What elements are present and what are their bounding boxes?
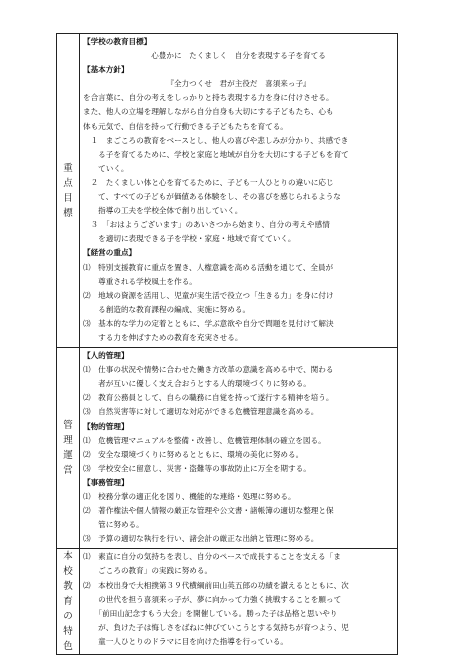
- focus-goals-row: [57, 34, 397, 347]
- school-goal-heading: 【学校の教育目標】: [83, 37, 152, 46]
- management-focus-line: 尊重される学校風土を作る。: [83, 276, 197, 286]
- feature-line: が、負けた子は悔しさをばねに伸びていこうとする気持ちが育つよう、児: [83, 622, 349, 632]
- label-char: 重: [63, 162, 73, 174]
- focus-goals-label: [57, 34, 80, 347]
- management-focus-line: する力を伸ばすための教育を充実させる。: [83, 332, 243, 342]
- school-features-label: [57, 549, 80, 654]
- label-char: 運: [63, 450, 73, 462]
- management-focus-heading: 【経営の重点】: [83, 248, 137, 258]
- management-focus-line: る創造的な教育課程の編成、実施に努める。: [83, 304, 251, 314]
- label-char: 目: [63, 192, 73, 204]
- school-features-row: [57, 548, 397, 654]
- policy-line: 体も元気で、自信を持って行動できる子どもたちを育てる。: [83, 121, 288, 131]
- office-management-line: ⑶ 予算の適切な執行を行い、諸会計の厳正な出納と管理に努める。: [83, 534, 319, 544]
- basic-policy-heading: 【基本方針】: [83, 65, 129, 75]
- feature-line: 童一人ひとりのドラマに目を向けた指導を行っている。: [83, 636, 289, 646]
- office-management-heading: 【事務管理】: [83, 477, 129, 487]
- physical-management-heading: 【物的管理】: [83, 421, 129, 431]
- label-char: 営: [63, 465, 73, 477]
- management-row: [57, 347, 397, 548]
- label-char: 点: [63, 177, 73, 189]
- office-management-line: ⑵ 著作権法や個人情報の厳正な管理や公文書・諸帳簿の適切な整理と保: [83, 506, 334, 516]
- feature-line: 「前田山記念すもう大会」を開催している。勝った子は品格と思いやり: [83, 608, 338, 618]
- policy-line: ３ 「おはようございます」のあいさつから始まり、自分の考えや感情: [83, 220, 330, 230]
- policy-line: ていく。: [83, 163, 129, 173]
- education-policy-table: [56, 33, 398, 655]
- policy-line: 指導の工夫を学校全体で創り出していく。: [83, 206, 243, 216]
- label-char: の: [63, 611, 73, 623]
- school-goal-text: 心豊かに たくましく 自分を表現する子を育てる: [151, 51, 326, 61]
- feature-line: ⑵ 本校出身で大相撲第３９代横綱前田山英五郎の功績を讃えるとともに、次: [83, 580, 349, 590]
- office-management-line: 管に努める。: [83, 520, 144, 530]
- label-char: 校: [63, 566, 73, 578]
- office-management-line: ⑴ 校務分掌の適正化を図り、機能的な連絡・処理に努める。: [83, 492, 296, 501]
- label-char: 育: [63, 596, 73, 608]
- policy-line: て、すべての子どもが価値ある体験をし、その喜びを感じられるような: [83, 192, 341, 202]
- human-management-line: 者が互いに優しく支え合おうとする人的環境づくりに努める。: [83, 379, 311, 389]
- human-management-line: ⑶ 自然災害等に対して適切な対応ができる危機管理意識を高める。: [83, 407, 319, 417]
- label-char: 標: [63, 207, 73, 219]
- label-char: 色: [63, 641, 73, 653]
- policy-line: る子を育てるために、学校と家庭と地域が自分を大切にする子どもを育て: [83, 149, 349, 159]
- label-char: 特: [63, 626, 73, 638]
- policy-line: １ まごころの教育をベースとし、他人の喜びや悲しみが分かり、共感でき: [83, 135, 349, 145]
- label-char: 理: [63, 435, 73, 447]
- label-char: 管: [63, 420, 73, 432]
- policy-line: を合言葉に、自分の考えをしっかりと持ち表現する力を身に付けさせる。: [83, 93, 334, 103]
- management-focus-line: ⑴ 特別支援教育に重点を置き、人権意識を高める活動を通じて、全員が: [83, 262, 334, 272]
- human-management-line: ⑴ 仕事の状況や情勢に合わせた働き方改革の意識を高める中で、関わる: [83, 365, 334, 375]
- label-char: 教: [63, 581, 73, 593]
- management-label: [57, 348, 80, 548]
- physical-management-line: ⑵ 安全な環境づくりに努めるとともに、環境の美化に努める。: [83, 449, 304, 459]
- label-char: 本: [63, 551, 73, 563]
- policy-line: ２ たくましい体と心を育てるために、子ども一人ひとりの違いに応じ: [83, 177, 334, 187]
- human-management-heading: 【人的管理】: [83, 351, 129, 361]
- feature-line: ごころの教育」の実践に努める。: [83, 566, 213, 576]
- policy-line: また、他人の立場を理解しながら自分自身も大切にする子どもたち、心も: [83, 107, 334, 117]
- physical-management-line: ⑶ 学校安全に留意し、災害・盗難等の事故防止に万全を期する。: [83, 463, 311, 473]
- school-motto: 『全力つくせ 君が主役だ 喜須来っ子』: [166, 79, 311, 89]
- management-focus-line: ⑵ 地域の資源を活用し、児童が実生活で役立つ「生きる力」を身に付け: [83, 290, 334, 300]
- human-management-line: ⑵ 教育公務員として、自らの職務に自覚を持って遂行する精神を培う。: [83, 393, 334, 403]
- policy-line: を適切に表現できる子を学校・家庭・地域で育てていく。: [83, 234, 296, 244]
- feature-line: ⑴ 素直に自分の気持ちを表し、自分のペースで成長することを支える「ま: [83, 552, 341, 562]
- feature-line: の世代を担う喜須来っ子が、夢に向かって力強く挑戦することを願って: [83, 594, 342, 604]
- management-focus-line: ⑶ 基本的な学力の定着とともに、学ぶ意欲や自分で問題を見付けて解決: [83, 318, 334, 328]
- physical-management-line: ⑴ 危機管理マニュアルを整備・改善し、危機管理体制の確立を図る。: [83, 435, 326, 445]
